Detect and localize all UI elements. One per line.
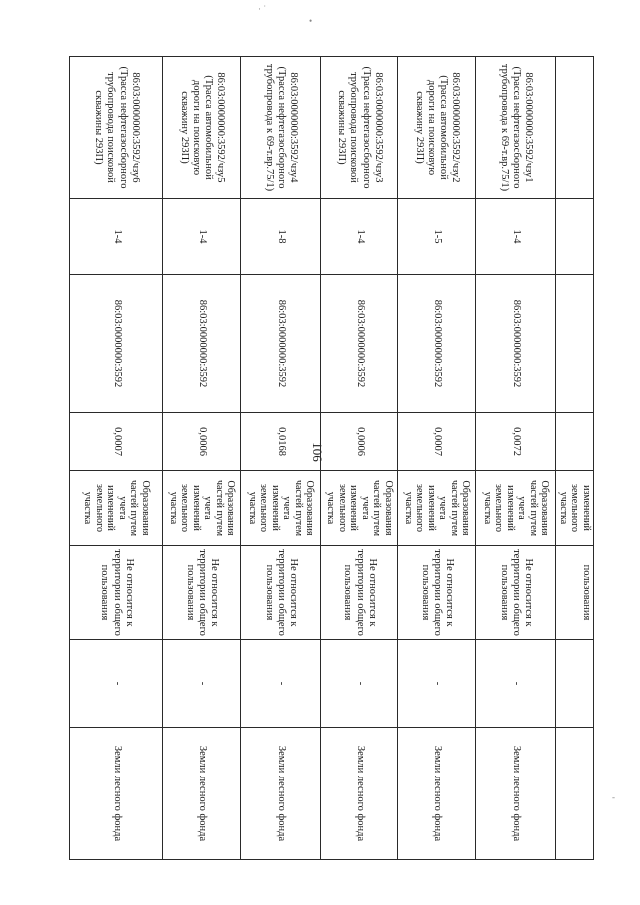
empty-value-cell: - bbox=[70, 640, 163, 728]
public-use-cell: Не относится к территории общего пользования bbox=[241, 546, 321, 640]
land-parcels-table bbox=[70, 56, 595, 860]
public-use-cell: Не относится к территории общего пользования bbox=[70, 546, 163, 640]
parcel-name-cell: 86:03:0000000:3592/чзу2 (Трасса автомобильной дороги на поисковую скважину 293П) bbox=[398, 57, 476, 199]
cadastral-number-cell: 86:03:0000000:3592 bbox=[398, 275, 476, 413]
public-use-cell: Не относится к территории общего пользования bbox=[476, 546, 556, 640]
parcel-name-cell: 86:03:0000000:3592/чзу5 (Трасса автомобильной дороги на поисковую скважину 293П) bbox=[163, 57, 241, 199]
area-cell: 0,0072 bbox=[476, 413, 556, 471]
fragment-empty-cell bbox=[556, 640, 594, 728]
fragment-empty-cell bbox=[556, 275, 594, 413]
table-row bbox=[70, 57, 163, 860]
cadastral-number-cell: 86:03:0000000:3592 bbox=[321, 275, 398, 413]
land-category-cell: Земли лесного фонда bbox=[476, 728, 556, 860]
table-row bbox=[398, 57, 476, 860]
cadastral-number-cell: 86:03:0000000:3592 bbox=[476, 275, 556, 413]
public-use-cell: Не относится к территории общего пользования bbox=[398, 546, 476, 640]
code-cell: 1-4 bbox=[321, 199, 398, 275]
parcel-name-cell: 86:03:0000000:3592/чзу1 (Трасса нефтегазосборного трубопровода к 69-т.вр.75/1) bbox=[476, 57, 556, 199]
scan-speck: · ˙ bbox=[258, 4, 267, 14]
fragment-public-use-cell: пользования bbox=[556, 546, 594, 640]
fragment-row bbox=[556, 57, 594, 860]
land-category-cell: Земли лесного фонда bbox=[321, 728, 398, 860]
formation-method-cell: Образования частей путем учета изменений земельного участка bbox=[476, 471, 556, 546]
area-cell: 0,0168 bbox=[241, 413, 321, 471]
empty-value-cell: - bbox=[163, 640, 241, 728]
land-category-cell: Земли лесного фонда bbox=[70, 728, 163, 860]
table-row bbox=[476, 57, 556, 860]
formation-method-cell: Образования частей путем учета изменений земельного участка bbox=[241, 471, 321, 546]
formation-method-cell: Образования частей путем учета изменений земельного участка bbox=[70, 471, 163, 546]
formation-method-cell: Образования частей путем учета изменений земельного участка bbox=[398, 471, 476, 546]
land-category-cell: Земли лесного фонда bbox=[163, 728, 241, 860]
fragment-method-cell: изменений земельного участка bbox=[556, 471, 594, 546]
formation-method-cell: Образования частей путем учета изменений земельного участка bbox=[163, 471, 241, 546]
cadastral-number-cell: 86:03:0000000:3592 bbox=[241, 275, 321, 413]
code-cell: 1-4 bbox=[163, 199, 241, 275]
empty-value-cell: - bbox=[241, 640, 321, 728]
parcel-name-cell: 86:03:0000000:3592/чзу3 (Трасса нефтегазосборного трубопровода поисковой скважины 293П) bbox=[321, 57, 398, 199]
land-category-cell: Земли лесного фонда bbox=[398, 728, 476, 860]
parcel-name-cell: 86:03:0000000:3592/чзу4 (Трасса нефтегазосборного трубопровода к 69-т.вр.75/1) bbox=[241, 57, 321, 199]
cadastral-number-cell: 86:03:0000000:3592 bbox=[163, 275, 241, 413]
code-cell: 1-8 bbox=[241, 199, 321, 275]
table-row bbox=[321, 57, 398, 860]
page-number: 106 bbox=[310, 442, 325, 462]
fragment-empty-cell bbox=[556, 199, 594, 275]
table-row bbox=[163, 57, 241, 860]
code-cell: 1-4 bbox=[476, 199, 556, 275]
area-cell: 0,0007 bbox=[398, 413, 476, 471]
rotated-table-container bbox=[74, 56, 594, 859]
fragment-empty-cell bbox=[556, 413, 594, 471]
code-cell: 1-5 bbox=[398, 199, 476, 275]
table-row bbox=[241, 57, 321, 860]
area-cell: 0,0006 bbox=[321, 413, 398, 471]
empty-value-cell: - bbox=[476, 640, 556, 728]
scan-speck: - bbox=[612, 792, 615, 802]
fragment-empty-cell bbox=[556, 57, 594, 199]
fragment-empty-cell bbox=[556, 728, 594, 860]
public-use-cell: Не относится к территории общего пользования bbox=[163, 546, 241, 640]
public-use-cell: Не относится к территории общего пользования bbox=[321, 546, 398, 640]
empty-value-cell: - bbox=[321, 640, 398, 728]
cadastral-number-cell: 86:03:0000000:3592 bbox=[70, 275, 163, 413]
area-cell: 0,0006 bbox=[163, 413, 241, 471]
empty-value-cell: - bbox=[398, 640, 476, 728]
scan-speck: • bbox=[309, 16, 313, 26]
area-cell: 0,0007 bbox=[70, 413, 163, 471]
land-category-cell: Земли лесного фонда bbox=[241, 728, 321, 860]
code-cell: 1-4 bbox=[70, 199, 163, 275]
formation-method-cell: Образования частей путем учета изменений земельного участка bbox=[321, 471, 398, 546]
parcel-name-cell: 86:03:0000000:3592/чзу6 (Трасса нефтегазосборного трубопровода поисковой скважины 293П) bbox=[70, 57, 163, 199]
